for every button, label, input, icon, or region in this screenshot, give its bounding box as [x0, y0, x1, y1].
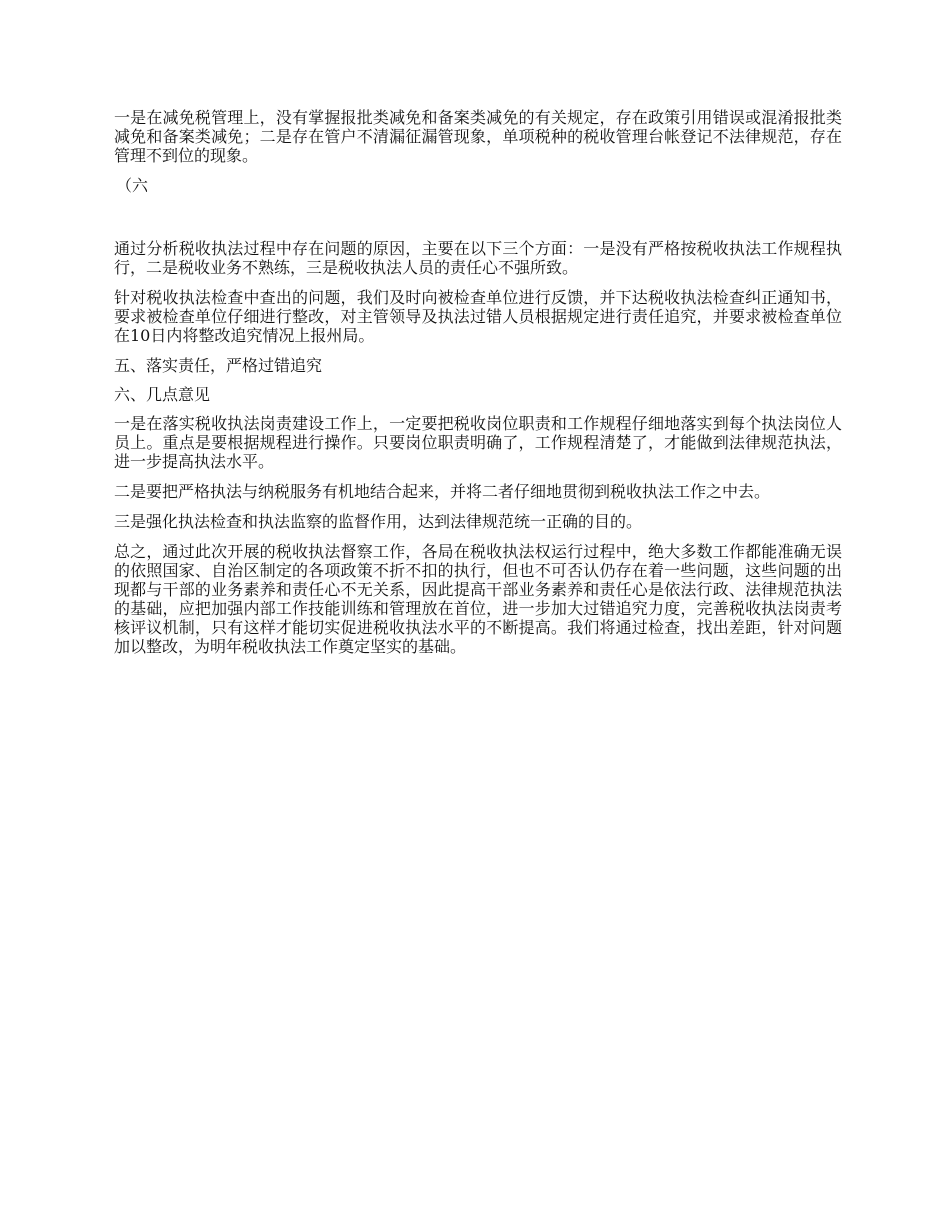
paragraph-opinion-three: 三是强化执法检查和执法监察的监督作用，达到法律规范统一正确的目的。 — [114, 512, 643, 531]
paragraph-opinion-two: 二是要把严格执法与纳税服务有机地结合起来，并将二者仔细地贯彻到税收执法工作之中去。 — [114, 482, 771, 501]
section-heading-five: 五、落实责任，严格过错追究 — [114, 356, 323, 375]
paragraph-feedback-rectification: 针对税收执法检查中查出的问题，我们及时向被检查单位进行反馈，并下达税收执法检查纠正通知书，要求被检查单位仔细进行整改，对主管领导及执法过错人员根据规定进行责任追究，并要求被检查单位在10日内将整改追究情况上报州局。 — [114, 288, 842, 345]
paragraph-opinion-one: 一是在落实税收执法岗责建设工作上，一定要把税收岗位职责和工作规程仔细地落实到每个执法岗位人员上。重点是要根据规程进行操作。只要岗位职责明确了，工作规程清楚了，才能做到法律规范执法，进一步提高执法水平。 — [114, 414, 842, 471]
document-page — [114, 108, 842, 667]
paragraph-fragment-six: （六 — [116, 176, 149, 195]
paragraph-cause-analysis: 通过分析税收执法过程中存在问题的原因，主要在以下三个方面：一是没有严格按税收执法工作规程执行，二是税收业务不熟练，三是税收执法人员的责任心不强所致。 — [114, 239, 842, 277]
section-heading-six: 六、几点意见 — [114, 385, 211, 404]
paragraph-conclusion: 总之，通过此次开展的税收执法督察工作，各局在税收执法权运行过程中，绝大多数工作都能准确无误的依照国家、自治区制定的各项政策不折不扣的执行，但也不可否认仍存在着一些问题，这些问题的出现都与干部的业务素养和责任心不无关系，因此提高干部业务素养和责任心是依法行政、法律规范执法的基础，应把加强内部工作技能训练和管理放在首位，进一步加大过错追究力度，完善税收执法岗责考核评议机制，只有这样才能切实促进税收执法水平的不断提高。我们将通过检查，找出差距，针对问题加以整改，为明年税收执法工作奠定坚实的基础。 — [114, 542, 842, 656]
paragraph-tax-exemption-issues: 一是在减免税管理上，没有掌握报批类减免和备案类减免的有关规定，存在政策引用错误或混淆报批类减免和备案类减免；二是存在管户不清漏征漏管现象，单项税种的税收管理台帐登记不法律规范，存在管理不到位的现象。 — [114, 108, 842, 165]
